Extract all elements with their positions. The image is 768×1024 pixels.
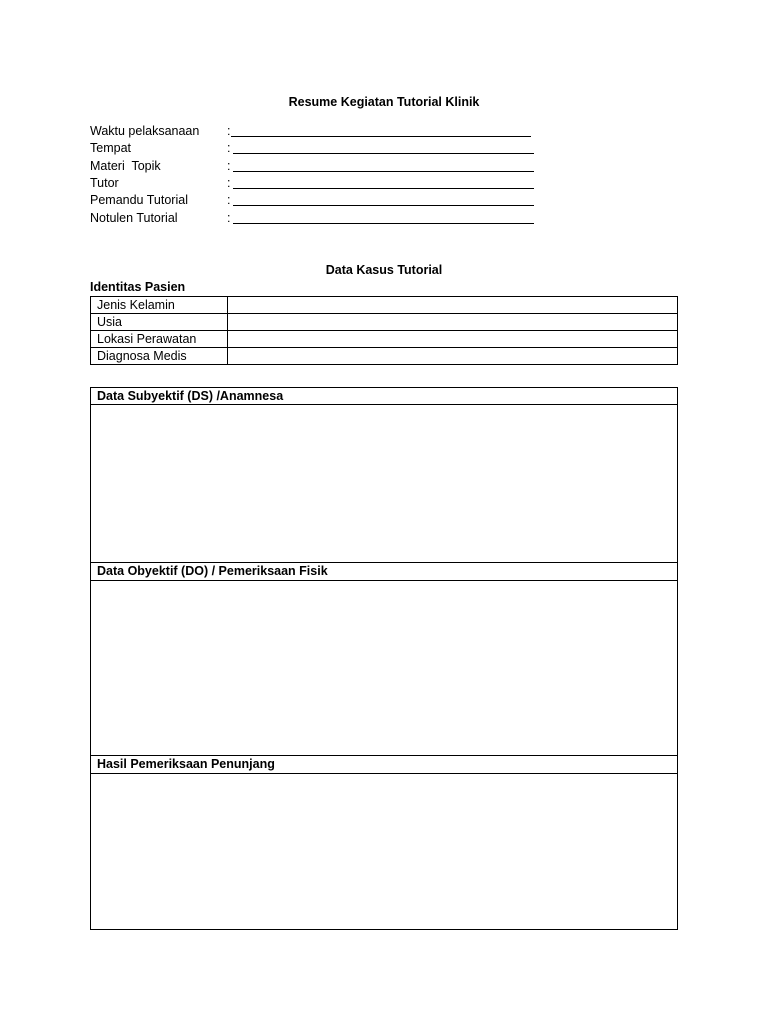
info-blank-line[interactable] [231, 136, 531, 137]
identitas-title: Identitas Pasien [90, 280, 186, 294]
row-label: Lokasi Perawatan [91, 331, 228, 348]
case-section-title: Data Kasus Tutorial [325, 263, 443, 277]
info-blank-line[interactable] [233, 171, 534, 172]
table-row [91, 297, 678, 314]
section-area-penunjang[interactable] [91, 774, 677, 929]
section-header-subyektif: Data Subyektif (DS) /Anamnesa [91, 388, 677, 405]
identitas-table [90, 296, 678, 365]
row-value-cell[interactable] [228, 331, 678, 348]
table-row [91, 314, 678, 331]
info-label: Pemandu Tutorial [90, 193, 188, 207]
info-blank-line[interactable] [233, 205, 534, 206]
table-row [91, 331, 678, 348]
info-colon: : [227, 159, 231, 173]
document-title: Resume Kegiatan Tutorial Klinik [288, 95, 480, 109]
info-label: Notulen Tutorial [90, 211, 178, 225]
info-label: Tutor [90, 176, 119, 190]
info-blank-line[interactable] [233, 188, 534, 189]
table-row [91, 348, 678, 365]
info-colon: : [227, 211, 231, 225]
row-label: Diagnosa Medis [91, 348, 228, 365]
info-label: Materi Topik [90, 159, 161, 173]
info-blank-line[interactable] [233, 153, 534, 154]
section-header-obyektif: Data Obyektif (DO) / Pemeriksaan Fisik [91, 562, 677, 581]
info-colon: : [227, 124, 231, 138]
row-label: Usia [91, 314, 228, 331]
info-colon: : [227, 193, 231, 207]
info-label: Waktu pelaksanaan [90, 124, 200, 138]
info-label: Tempat [90, 141, 131, 155]
info-blank-line[interactable] [233, 223, 534, 224]
row-label: Jenis Kelamin [91, 297, 228, 314]
section-header-penunjang: Hasil Pemeriksaan Penunjang [91, 755, 677, 774]
info-colon: : [227, 176, 231, 190]
row-value-cell[interactable] [228, 297, 678, 314]
case-data-box [90, 387, 678, 930]
section-area-obyektif[interactable] [91, 581, 677, 755]
section-area-subyektif[interactable] [91, 406, 677, 562]
info-colon: : [227, 141, 231, 155]
row-value-cell[interactable] [228, 314, 678, 331]
row-value-cell[interactable] [228, 348, 678, 365]
